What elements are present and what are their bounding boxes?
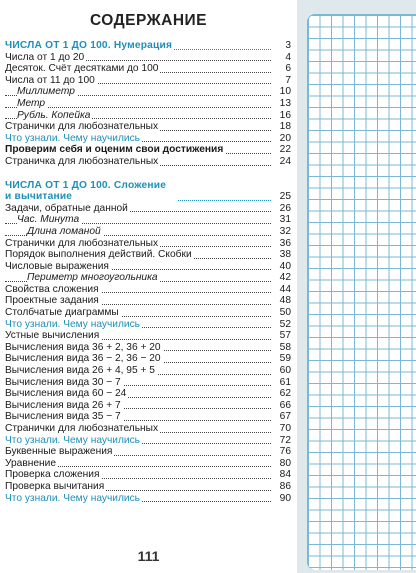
toc-entry-page: 18 <box>271 121 291 133</box>
toc-entry-page: 31 <box>271 214 291 226</box>
toc-entry-page: 13 <box>271 98 291 110</box>
toc-entry-title: Вычисления вида 36 + 2, 36 + 20 <box>5 341 161 353</box>
toc-entry <box>5 388 291 400</box>
toc-entry-page: 76 <box>271 446 291 458</box>
toc-entry <box>5 238 291 250</box>
toc-entry-page: 38 <box>271 249 291 261</box>
toc-entry-page: 72 <box>271 435 291 447</box>
toc-entry-page: 50 <box>271 307 291 319</box>
toc-entry-page: 4 <box>271 52 291 64</box>
toc-entry-title: Час. Минута <box>17 214 80 226</box>
toc-entry-title: Вычисления вида 26 + 7 <box>5 399 121 411</box>
toc-entry <box>5 411 291 423</box>
toc-entry-page: 6 <box>271 63 291 75</box>
toc-entry-title: Вычисления вида 26 + 4, 95 + 5 <box>5 365 155 377</box>
toc-entry-title: Устные вычисления <box>5 330 100 342</box>
toc-entry <box>5 307 291 319</box>
toc-entry <box>5 284 291 296</box>
toc-entry <box>5 63 291 75</box>
toc-entry <box>5 214 291 226</box>
toc-entry <box>5 98 291 110</box>
toc-entry-page: 84 <box>271 469 291 481</box>
section-spacer <box>5 168 291 180</box>
toc-entry-page: 3 <box>271 40 291 52</box>
toc-entry <box>5 121 291 133</box>
toc-entry <box>5 435 291 447</box>
toc-entry <box>5 377 291 389</box>
toc-entry-title: Проверим себя и оценим свои достижения <box>5 144 224 156</box>
toc-entry-page: 62 <box>271 388 291 400</box>
toc-entry <box>5 133 291 145</box>
toc-entry <box>5 469 291 481</box>
toc-entry-title: Периметр многоугольника <box>27 272 158 284</box>
toc-entry <box>5 319 291 331</box>
toc-entry <box>5 156 291 168</box>
toc-entry-title: Столбчатые диаграммы <box>5 307 119 319</box>
toc-entry <box>5 144 291 156</box>
toc-entry-title: Числа от 1 до 20 <box>5 51 85 63</box>
toc-entry-page: 36 <box>271 238 291 250</box>
toc-entry <box>5 226 291 238</box>
page-number: 111 <box>137 548 160 564</box>
toc-entry <box>5 423 291 435</box>
toc-entry-title: Порядок выполнения действий. Скобки <box>5 249 192 261</box>
toc-entry-page: 59 <box>271 353 291 365</box>
graph-paper-grid <box>307 14 416 570</box>
toc-entry-title: Вычисления вида 60 − 24 <box>5 388 127 400</box>
toc-entry-title: Длина ломаной <box>27 225 101 237</box>
toc-entry <box>5 365 291 377</box>
toc-entry-title: Что узнали. Чему научились <box>5 318 140 330</box>
toc-entry-title: ЧИСЛА ОТ 1 ДО 100. Сложение и вычитание <box>5 180 177 203</box>
toc-entry <box>5 458 291 470</box>
toc-entry-page: 67 <box>271 411 291 423</box>
toc-entry-title: Рубль. Копейка <box>17 109 91 121</box>
toc-entry-title: Десяток. Счёт десятками до 100 <box>5 63 159 75</box>
toc-entry-title: Проектные задания <box>5 295 99 307</box>
toc-entry-page: 20 <box>271 133 291 145</box>
toc-entry-title: Странички для любознательных <box>5 423 159 434</box>
toc-entry-title: Свойства сложения <box>5 283 99 295</box>
toc-entry-page: 80 <box>271 458 291 470</box>
toc-entry-title: Страничка для любознательных <box>5 155 159 167</box>
toc-entry-page: 7 <box>271 75 291 87</box>
toc-entry-page: 25 <box>271 191 291 203</box>
toc-entry-page: 16 <box>271 110 291 122</box>
toc-entry-title: Странички для любознательных <box>5 237 159 249</box>
toc-entry-page: 60 <box>271 365 291 377</box>
toc-entry <box>5 75 291 87</box>
toc-entry-page: 70 <box>271 423 291 435</box>
toc-entry-page: 40 <box>271 261 291 273</box>
toc-entry-title: Миллиметр <box>17 86 75 98</box>
toc-entry <box>5 180 291 203</box>
toc-entry-page: 57 <box>271 330 291 342</box>
toc-entry-title: Задачи, обратные данной <box>5 202 128 214</box>
toc-entry <box>5 342 291 354</box>
toc-entry-title: Вычисления вида 36 − 2, 36 − 20 <box>5 353 161 365</box>
toc-entry-page: 61 <box>271 377 291 389</box>
toc-entry <box>5 446 291 458</box>
toc-entry <box>5 40 291 52</box>
toc-entry-page: 24 <box>271 156 291 168</box>
toc-entry-title: Странички для любознательных <box>5 121 159 133</box>
toc-entry-title: Уравнение <box>5 457 57 469</box>
table-of-contents <box>5 40 291 504</box>
toc-entry <box>5 493 291 505</box>
toc-entry-title: Буквенные выражения <box>5 446 113 458</box>
toc-entry-title: ЧИСЛА ОТ 1 ДО 100. Нумерация <box>5 40 173 51</box>
toc-entry <box>5 110 291 122</box>
toc-entry <box>5 330 291 342</box>
toc-entry-title: Что узнали. Чему научились <box>5 132 140 144</box>
toc-entry <box>5 272 291 284</box>
toc-entry <box>5 249 291 261</box>
toc-entry <box>5 52 291 64</box>
toc-section-numeration <box>5 40 291 168</box>
page-title: СОДЕРЖАНИЕ <box>89 12 208 29</box>
toc-entry <box>5 86 291 98</box>
toc-entry <box>5 261 291 273</box>
toc-entry-page: 58 <box>271 342 291 354</box>
toc-entry-page: 26 <box>271 203 291 215</box>
toc-entry-page: 86 <box>271 481 291 493</box>
toc-entry-page: 48 <box>271 295 291 307</box>
toc-entry-title: Проверка вычитания <box>5 480 105 492</box>
toc-entry-title: Метр <box>17 97 46 109</box>
toc-entry-page: 52 <box>271 319 291 331</box>
toc-entry-title: Вычисления вида 30 − 7 <box>5 376 121 388</box>
toc-entry-page: 42 <box>271 272 291 284</box>
toc-entry-title: Числовые выражения <box>5 260 109 272</box>
toc-entry-title: Числа от 11 до 100 <box>5 74 95 86</box>
toc-entry-page: 66 <box>271 400 291 412</box>
grid-margin <box>297 0 416 573</box>
toc-entry <box>5 295 291 307</box>
toc-entry-title: Вычисления вида 35 − 7 <box>5 411 121 423</box>
toc-entry-page: 90 <box>271 493 291 505</box>
toc-section-addition-subtraction <box>5 180 291 505</box>
toc-entry <box>5 203 291 215</box>
toc-entry-page: 44 <box>271 284 291 296</box>
toc-entry-title: Что узнали. Чему научились <box>5 492 140 504</box>
toc-entry-page: 22 <box>271 144 291 156</box>
toc-entry-page: 10 <box>271 86 291 98</box>
toc-entry <box>5 353 291 365</box>
toc-entry-title: Проверка сложения <box>5 469 100 481</box>
toc-entry-title: Что узнали. Чему научились <box>5 434 140 446</box>
toc-entry <box>5 400 291 412</box>
toc-entry-page: 32 <box>271 226 291 238</box>
toc-entry <box>5 481 291 493</box>
